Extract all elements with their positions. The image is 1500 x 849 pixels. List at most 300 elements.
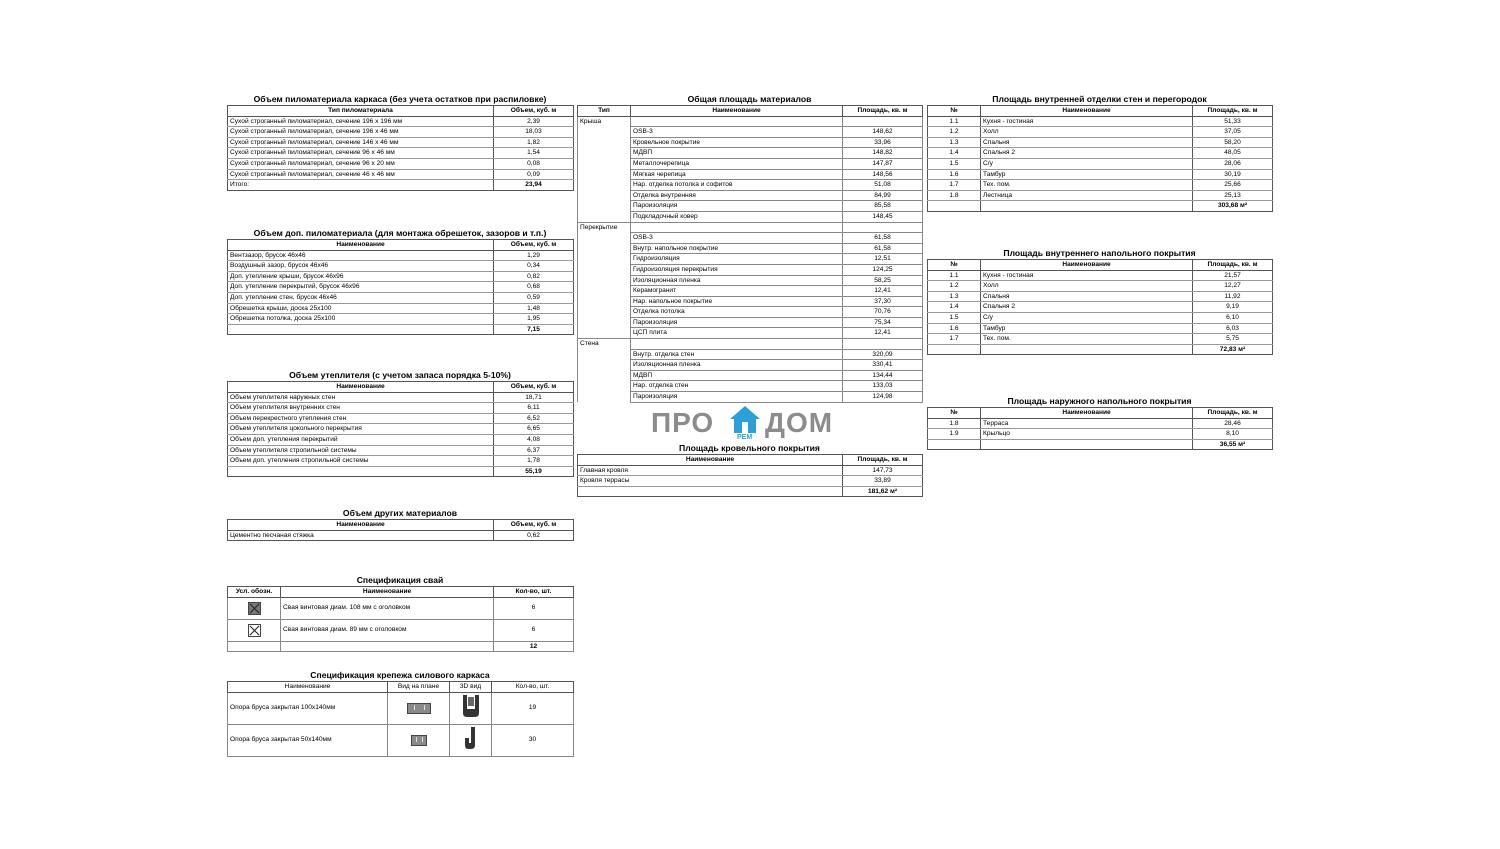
col-header: Наименование (228, 240, 494, 251)
total-label: Итого: (228, 180, 494, 191)
row-number: 1.3 (928, 137, 981, 148)
row-label: Тамбур (981, 323, 1193, 334)
row-label: Отделка внутренняя (631, 190, 843, 201)
row-value: 12,41 (843, 286, 923, 297)
row-number: 1.2 (928, 127, 981, 138)
roof-title: Площадь кровельного покрытия (679, 443, 820, 453)
table-row (578, 148, 923, 159)
row-value: 12,27 (1193, 281, 1273, 292)
row-label: Изоляционная пленка (631, 275, 843, 286)
group-indent (578, 158, 631, 169)
bracket-3d-icon (460, 693, 482, 719)
group-indent (578, 264, 631, 275)
row-value: 11,92 (1193, 291, 1273, 302)
row-value: 85,58 (843, 201, 923, 212)
piles-block (227, 575, 573, 652)
total-label (228, 466, 494, 477)
logo-subtext: РЕМ (737, 434, 753, 441)
row-label: Главная кровля (578, 465, 843, 476)
table-row (928, 169, 1273, 180)
row-label: Тех. пом. (981, 334, 1193, 345)
table-row (578, 317, 923, 328)
row-value: 58,25 (843, 275, 923, 286)
table-row (578, 190, 923, 201)
pile-qty: 6 (494, 597, 574, 619)
row-label: Объем доп. утепления перекрытий (228, 434, 494, 445)
table-row (578, 137, 923, 148)
row-label: Доп. утепление перекрытий, брусок 46x96 (228, 282, 494, 293)
row-label: МДВП (631, 370, 843, 381)
table-row (228, 148, 574, 159)
extra-lumber-title: Объем доп. пиломатериала (для монтажа обрешеток, зазоров и т.п.) (253, 228, 547, 238)
row-label: Сухой строганный пиломатериал, сечение 96 x 46 мм (228, 148, 494, 159)
lumber-block (227, 94, 573, 191)
table-row (228, 456, 574, 467)
row-label: Доп. утепление стен, брусок 46x46 (228, 292, 494, 303)
table-row (928, 137, 1273, 148)
row-number: 1.7 (928, 334, 981, 345)
row-number: 1.4 (928, 302, 981, 313)
row-value: 320,09 (843, 349, 923, 360)
total-value: 72,83 м² (1193, 344, 1273, 355)
table-row (578, 169, 923, 180)
row-value: 330,41 (843, 360, 923, 371)
row-label: Нар. отделка стен (631, 381, 843, 392)
col-header: Площадь, кв. м (1193, 408, 1273, 419)
row-value: 148,45 (843, 211, 923, 222)
row-number: 1.9 (928, 429, 981, 440)
group-indent (578, 127, 631, 138)
group-spacer (631, 222, 843, 233)
group-indent (578, 254, 631, 265)
roof-block (577, 443, 922, 497)
col-header: Кол-во, шт. (492, 682, 574, 693)
row-value: 148,56 (843, 169, 923, 180)
row-value: 58,20 (1193, 137, 1273, 148)
group-type: Перекрытие (578, 222, 631, 233)
row-label: Внутр. отделка стен (631, 349, 843, 360)
row-label: С/у (981, 158, 1193, 169)
table-total-row (228, 180, 574, 191)
col-header: Наименование (228, 520, 494, 531)
group-row (578, 339, 923, 350)
row-number: 1.6 (928, 169, 981, 180)
lumber-table (227, 105, 574, 191)
floor-inner-block (927, 248, 1272, 355)
table-row (228, 314, 574, 325)
group-row (578, 116, 923, 127)
floor-inner-table (927, 259, 1273, 355)
table-row (578, 233, 923, 244)
row-value: 0,09 (494, 169, 574, 180)
table-total-row (928, 344, 1273, 355)
row-label: Нар. напольное покрытие (631, 296, 843, 307)
fastener-name: Опора бруса закрытая 100x140мм (228, 692, 388, 724)
row-label: Сухой строганный пиломатериал, сечение 196 x 46 мм (228, 127, 494, 138)
row-value: 28,06 (1193, 158, 1273, 169)
row-value: 148,82 (843, 148, 923, 159)
col-header: Кол-во, шт. (494, 587, 574, 598)
row-number: 1.5 (928, 158, 981, 169)
table-row (928, 158, 1273, 169)
group-indent (578, 360, 631, 371)
row-label: Спальня (981, 291, 1193, 302)
row-label: Отделка потолка (631, 307, 843, 318)
row-value: 48,05 (1193, 148, 1273, 159)
table-row (228, 597, 574, 619)
fasteners-table (227, 681, 574, 757)
row-value: 6,52 (494, 413, 574, 424)
row-label: Цементно песчаная стяжка (228, 530, 494, 541)
piles-title: Спецификация свай (356, 575, 444, 585)
col-header: Площадь, кв. м (843, 455, 923, 466)
col-header: Площадь, кв. м (843, 106, 923, 117)
group-spacer (843, 222, 923, 233)
total-label (228, 324, 494, 335)
row-value: 133,03 (843, 381, 923, 392)
col-header: № (928, 408, 981, 419)
table-row (578, 158, 923, 169)
row-value: 33,96 (843, 137, 923, 148)
row-label: Керамогранит (631, 286, 843, 297)
col-header: Объем, куб. м (494, 106, 574, 117)
row-value: 1,95 (494, 314, 574, 325)
table-row (578, 201, 923, 212)
row-value: 134,44 (843, 370, 923, 381)
col-header: Усл. обозн. (228, 587, 281, 598)
table-row (228, 282, 574, 293)
group-indent (578, 286, 631, 297)
row-value: 1,82 (494, 137, 574, 148)
col-header: Объем, куб. м (494, 520, 574, 531)
row-value: 0,68 (494, 282, 574, 293)
materials-table (577, 105, 923, 403)
group-indent (578, 296, 631, 307)
row-label: ЦСП плита (631, 328, 843, 339)
group-indent (578, 211, 631, 222)
row-value: 1,78 (494, 456, 574, 467)
logo-text-right: ДОМ (765, 407, 834, 438)
floor-outer-title: Площадь наружного напольного покрытия (1007, 396, 1192, 406)
group-indent (578, 349, 631, 360)
table-row (578, 476, 923, 487)
row-label: Изоляционная пленка (631, 360, 843, 371)
walls-finish-title: Площадь внутренней отделки стен и перегородок (992, 94, 1207, 104)
group-indent (578, 243, 631, 254)
group-indent (578, 328, 631, 339)
row-label: Сухой строганный пиломатериал, сечение 96 x 20 мм (228, 158, 494, 169)
row-label: Внутр. напольное покрытие (631, 243, 843, 254)
col-header: Объем, куб. м (494, 240, 574, 251)
row-value: 61,58 (843, 233, 923, 244)
row-value: 6,11 (494, 403, 574, 414)
row-label: Объем утеплителя стропильной системы (228, 445, 494, 456)
materials-block (577, 94, 922, 403)
table-row (928, 312, 1273, 323)
table-total-row (228, 466, 574, 477)
row-label: Нар. отделка потолка и софитов (631, 180, 843, 191)
floor-inner-title: Площадь внутреннего напольного покрытия (1003, 248, 1196, 258)
table-row (578, 465, 923, 476)
total-spacer (981, 344, 1193, 355)
total-value: 36,55 м² (1193, 439, 1273, 450)
insulation-table (227, 381, 574, 477)
group-spacer (631, 339, 843, 350)
table-row (578, 127, 923, 138)
row-label: Кухня - гостиная (981, 270, 1193, 281)
row-value: 147,87 (843, 158, 923, 169)
row-value: 6,10 (1193, 312, 1273, 323)
row-number: 1.1 (928, 270, 981, 281)
row-label: OSB-3 (631, 233, 843, 244)
group-indent (578, 275, 631, 286)
group-indent (578, 370, 631, 381)
row-label: МДВП (631, 148, 843, 159)
row-value: 18,03 (494, 127, 574, 138)
total-value: 303,68 м² (1193, 201, 1273, 212)
table-row (578, 307, 923, 318)
row-label: Сухой строганный пиломатериал, сечение 196 x 196 мм (228, 116, 494, 127)
row-label: Доп. утепление крыши, брусок 46x96 (228, 271, 494, 282)
table-row (228, 271, 574, 282)
table-row (578, 275, 923, 286)
col-header: 3D вид (450, 682, 492, 693)
row-value: 1,54 (494, 148, 574, 159)
group-type: Стена (578, 339, 631, 350)
row-number: 1.4 (928, 148, 981, 159)
total-value: 55,19 (494, 466, 574, 477)
group-spacer (843, 339, 923, 350)
group-spacer (843, 116, 923, 127)
row-label: Воздушный зазор, брусок 46x46 (228, 261, 494, 272)
col-header: Площадь, кв. м (1193, 260, 1273, 271)
row-label: Гидроизоляция (631, 254, 843, 265)
table-row (928, 270, 1273, 281)
row-label: Объем перекрестного утепления стен (228, 413, 494, 424)
group-indent (578, 317, 631, 328)
row-label: Холл (981, 281, 1193, 292)
row-value: 12,51 (843, 254, 923, 265)
row-number: 1.8 (928, 418, 981, 429)
row-value: 2,39 (494, 116, 574, 127)
group-indent (578, 180, 631, 191)
total-label (578, 486, 843, 497)
floor-outer-table (927, 407, 1273, 450)
other-table (227, 519, 574, 541)
row-label: Спальня 2 (981, 148, 1193, 159)
col-header: Наименование (281, 587, 494, 598)
row-label: Пароизоляция (631, 392, 843, 403)
pile-108-icon (248, 602, 261, 615)
row-value: 124,25 (843, 264, 923, 275)
row-label: Кухня - гостиная (981, 116, 1193, 127)
row-value: 37,30 (843, 296, 923, 307)
row-value: 75,34 (843, 317, 923, 328)
table-row (228, 619, 574, 641)
row-label: Обрешетка потолка, доска 25x100 (228, 314, 494, 325)
total-value: 181,62 м² (843, 486, 923, 497)
row-value: 0,59 (494, 292, 574, 303)
group-indent (578, 169, 631, 180)
row-value: 4,08 (494, 434, 574, 445)
pile-89-icon (248, 624, 261, 637)
pile-name: Свая винтовая диам. 108 мм с оголовком (281, 597, 494, 619)
col-header: Наименование (578, 455, 843, 466)
row-number: 1.1 (928, 116, 981, 127)
table-row (228, 530, 574, 541)
group-indent (578, 201, 631, 212)
table-row (578, 392, 923, 403)
table-row (228, 692, 574, 724)
row-number: 1.3 (928, 291, 981, 302)
row-value: 51,33 (1193, 116, 1273, 127)
table-row (228, 413, 574, 424)
table-row (228, 158, 574, 169)
table-row (928, 127, 1273, 138)
table-row (228, 169, 574, 180)
col-header: Наименование (981, 260, 1193, 271)
table-row (928, 180, 1273, 191)
fasteners-title: Спецификация крепежа силового каркаса (310, 670, 490, 680)
piles-total: 12 (494, 641, 574, 652)
table-row (228, 303, 574, 314)
row-label: Кровельное покрытие (631, 137, 843, 148)
row-value: 70,76 (843, 307, 923, 318)
col-header: Наименование (228, 382, 494, 393)
row-value: 1,48 (494, 303, 574, 314)
col-header: Площадь, кв. м (1193, 106, 1273, 117)
table-row (578, 349, 923, 360)
floor-outer-block (927, 396, 1272, 450)
row-label: Металлочерепица (631, 158, 843, 169)
table-row (228, 424, 574, 435)
row-label: OSB-3 (631, 127, 843, 138)
row-value: 124,98 (843, 392, 923, 403)
row-number: 1.7 (928, 180, 981, 191)
table-row (228, 434, 574, 445)
table-row (228, 116, 574, 127)
table-row (228, 127, 574, 138)
row-label: Тех. пом. (981, 180, 1193, 191)
row-label: Терраса (981, 418, 1193, 429)
row-label: Спальня 2 (981, 302, 1193, 313)
table-row (228, 403, 574, 414)
logo-text-left: ПРО (651, 407, 715, 438)
row-label: Кровля террасы (578, 476, 843, 487)
row-label: Гидроизоляция перекрытия (631, 264, 843, 275)
row-label: Мягкая черепица (631, 169, 843, 180)
other-block (227, 508, 573, 541)
col-header: Наименование (631, 106, 843, 117)
row-value: 0,34 (494, 261, 574, 272)
total-spacer (928, 201, 981, 212)
row-value: 0,82 (494, 271, 574, 282)
table-row (578, 211, 923, 222)
row-number: 1.2 (928, 281, 981, 292)
row-label: Объем утеплителя цокольного перекрытия (228, 424, 494, 435)
group-indent (578, 190, 631, 201)
piles-table (227, 586, 574, 652)
group-indent (578, 307, 631, 318)
other-title: Объем других материалов (342, 508, 458, 518)
table-row (928, 429, 1273, 440)
table-row (928, 418, 1273, 429)
row-label: Пароизоляция (631, 317, 843, 328)
table-row (578, 286, 923, 297)
col-header: Тип (578, 106, 631, 117)
row-value: 61,58 (843, 243, 923, 254)
extra-lumber-table (227, 239, 574, 335)
table-row (928, 116, 1273, 127)
bracket-3d-icon (460, 725, 482, 751)
walls-finish-table (927, 105, 1273, 212)
table-total-row (228, 641, 574, 652)
row-label: Холл (981, 127, 1193, 138)
row-value: 5,75 (1193, 334, 1273, 345)
table-row (228, 137, 574, 148)
row-label: Крыльцо (981, 429, 1193, 440)
row-value: 6,37 (494, 445, 574, 456)
row-label: Вентзазор, брусок 46x46 (228, 250, 494, 261)
table-row (578, 254, 923, 265)
table-row (578, 243, 923, 254)
table-row (228, 261, 574, 272)
row-value: 0,08 (494, 158, 574, 169)
group-row (578, 222, 923, 233)
roof-table (577, 454, 923, 497)
total-spacer (981, 439, 1193, 450)
row-number: 1.6 (928, 323, 981, 334)
row-value: 25,66 (1193, 180, 1273, 191)
table-total-row (228, 324, 574, 335)
table-row (928, 281, 1273, 292)
bracket-plan-icon (411, 735, 427, 746)
row-value: 6,65 (494, 424, 574, 435)
fastener-name: Опора бруса закрытая 50x140мм (228, 724, 388, 756)
row-label: Объем доп. утепления стропильной системы (228, 456, 494, 467)
table-row (228, 445, 574, 456)
row-value: 33,89 (843, 476, 923, 487)
row-value: 148,62 (843, 127, 923, 138)
table-row (228, 724, 574, 756)
group-indent (578, 392, 631, 403)
row-label: Тамбур (981, 169, 1193, 180)
lumber-title: Объем пиломатериала каркаса (без учета остатков при распиловке) (253, 94, 547, 104)
col-header: № (928, 106, 981, 117)
row-value: 9,19 (1193, 302, 1273, 313)
house-icon (729, 405, 761, 435)
group-type: Крыша (578, 116, 631, 127)
row-value: 0,62 (494, 530, 574, 541)
row-value: 37,05 (1193, 127, 1273, 138)
group-indent (578, 137, 631, 148)
row-value: 21,57 (1193, 270, 1273, 281)
table-total-row (578, 486, 923, 497)
total-value: 7,15 (494, 324, 574, 335)
col-header: Наименование (228, 682, 388, 693)
row-label: С/у (981, 312, 1193, 323)
row-value: 25,13 (1193, 190, 1273, 201)
row-label: Лестница (981, 190, 1193, 201)
row-value: 84,99 (843, 190, 923, 201)
total-spacer (928, 439, 981, 450)
col-header: Вид на плане (388, 682, 450, 693)
row-value: 18,71 (494, 392, 574, 403)
table-row (928, 323, 1273, 334)
table-row (578, 381, 923, 392)
fastener-qty: 19 (492, 692, 574, 724)
row-value: 12,41 (843, 328, 923, 339)
